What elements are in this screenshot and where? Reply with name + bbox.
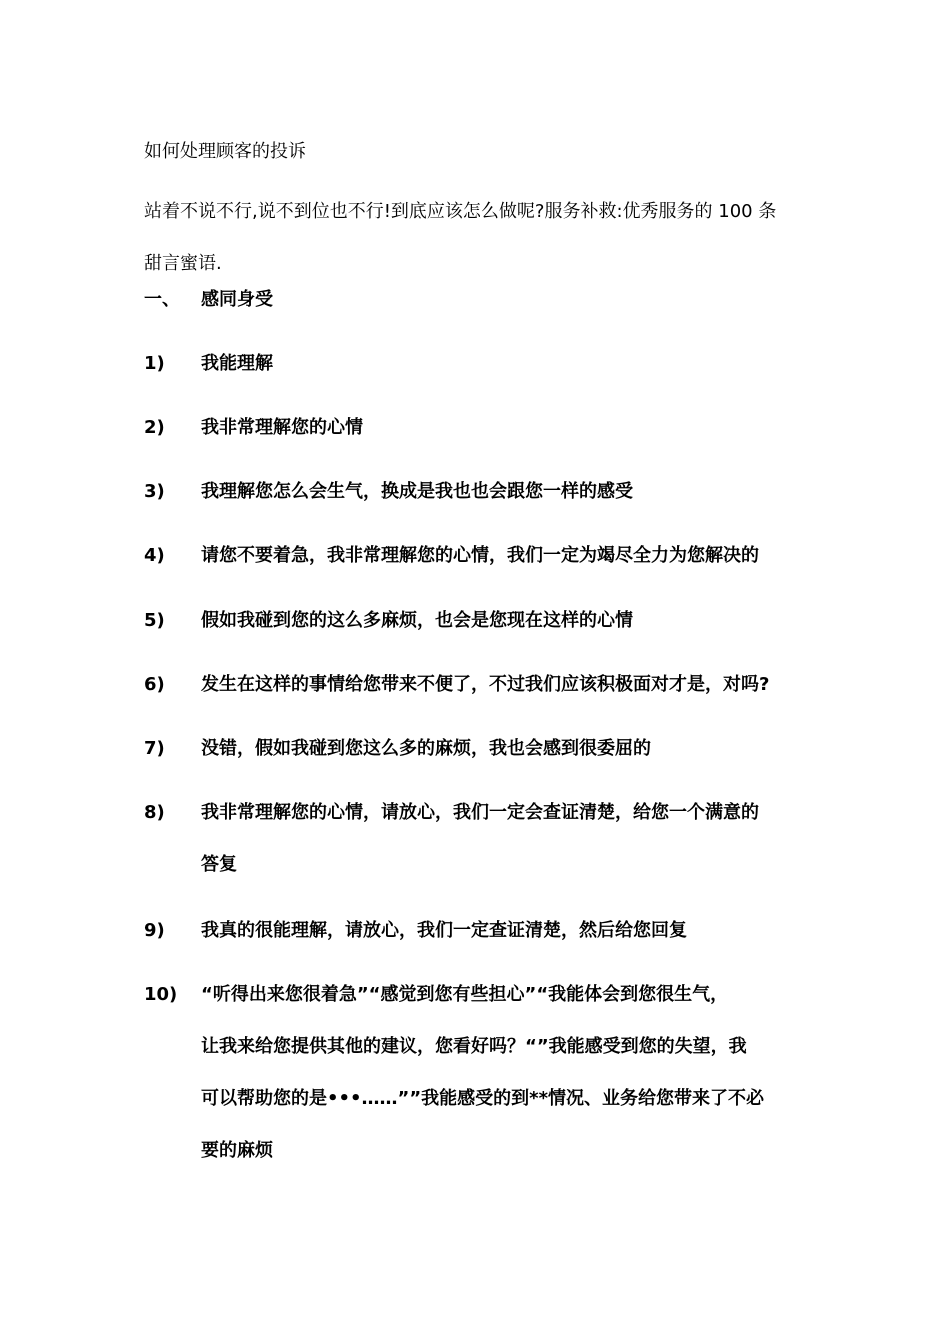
item-number: 6) <box>144 674 165 695</box>
item-number: 10) <box>144 984 178 1005</box>
item-number: 5) <box>144 610 165 631</box>
item-text: 我非常理解您的心情，请放心，我们一定会查证清楚，给您一个满意的 <box>201 802 759 823</box>
item-number: 2) <box>144 417 165 438</box>
intro-line: 甜言蜜语. <box>144 253 222 274</box>
section-number: 一、 <box>144 289 180 310</box>
item-text: 我理解您怎么会生气，换成是我也也会跟您一样的感受 <box>201 481 633 502</box>
item-text: 假如我碰到您的这么多麻烦，也会是您现在这样的心情 <box>201 610 633 631</box>
item-text: 请您不要着急，我非常理解您的心情，我们一定为竭尽全力为您解决的 <box>201 545 759 566</box>
item-text: 我非常理解您的心情 <box>201 417 363 438</box>
item-text: 我真的很能理解，请放心，我们一定查证清楚，然后给您回复 <box>201 920 687 941</box>
item-text: 我能理解 <box>201 353 273 374</box>
intro-line: 站着不说不行,说不到位也不行!到底应该怎么做呢?服务补救:优秀服务的 100 条 <box>144 201 777 222</box>
item-number: 4) <box>144 545 165 566</box>
item-number: 9) <box>144 920 165 941</box>
item-text: 没错，假如我碰到您这么多的麻烦，我也会感到很委屈的 <box>201 738 651 759</box>
document-title: 如何处理顾客的投诉 <box>144 141 306 162</box>
item-number: 7) <box>144 738 165 759</box>
item-text: 答复 <box>201 854 237 875</box>
item-text: “听得出来您很着急”“感觉到您有些担心”“我能体会到您很生气， <box>201 984 729 1005</box>
item-number: 8) <box>144 802 165 823</box>
item-text: 要的麻烦 <box>201 1140 273 1161</box>
item-number: 3) <box>144 481 165 502</box>
section-title: 感同身受 <box>201 289 273 310</box>
item-text: 可以帮助您的是•••……””我能感受的到**情况、业务给您带来了不必 <box>201 1088 764 1109</box>
item-text: 发生在这样的事情给您带来不便了，不过我们应该积极面对才是，对吗? <box>201 674 770 695</box>
item-number: 1) <box>144 353 165 374</box>
item-text: 让我来给您提供其他的建议，您看好吗？“”我能感受到您的失望，我 <box>201 1036 747 1057</box>
